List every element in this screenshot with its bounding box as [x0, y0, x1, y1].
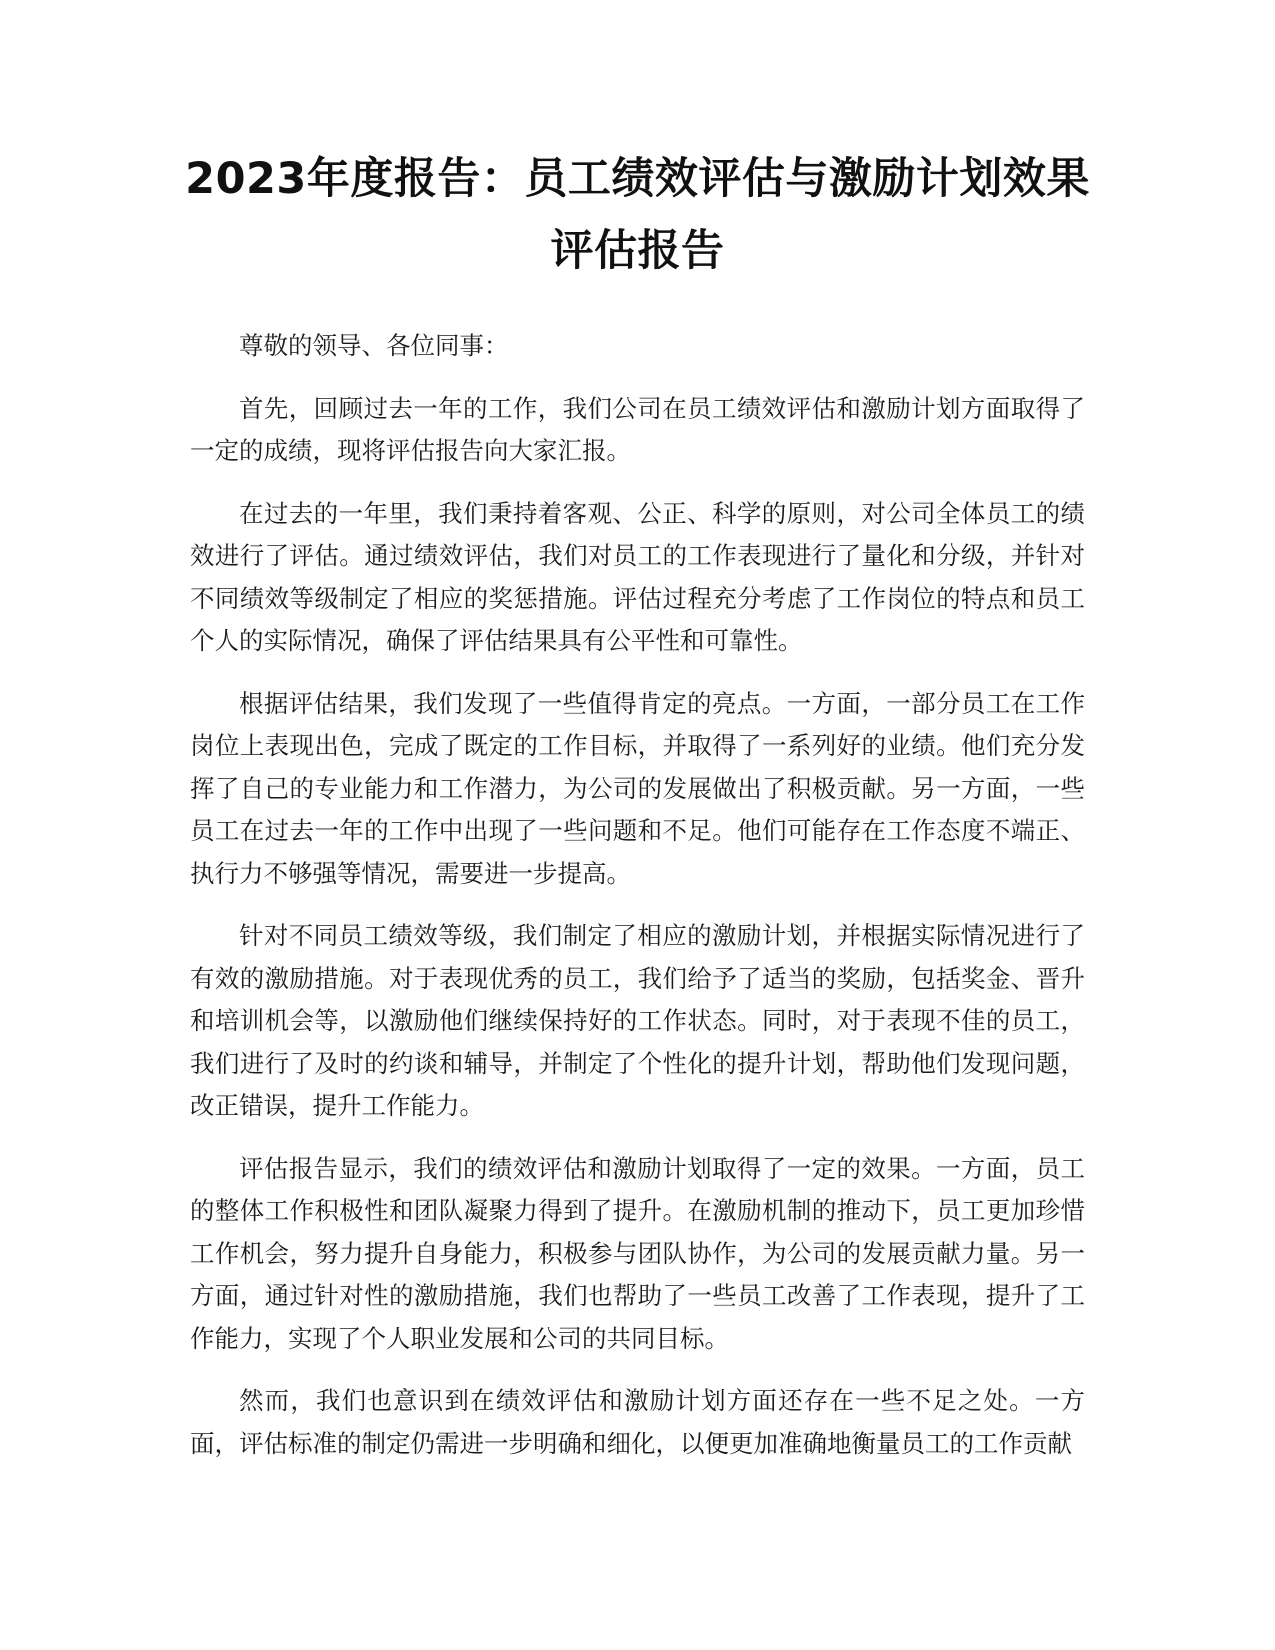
body-paragraph: 在过去的一年里，我们秉持着客观、公正、科学的原则，对公司全体员工的绩效进行了评估。通过绩效评估，我们对员工的工作表现进行了量化和分级，并针对不同绩效等级制定了相应的奖惩措施。评估过程充分考虑了工作岗位的特点和员工个人的实际情况，确保了评估结果具有公平性和可靠性。	[190, 498, 1085, 655]
body-paragraph: 评估报告显示，我们的绩效评估和激励计划取得了一定的效果。一方面，员工的整体工作积极性和团队凝聚力得到了提升。在激励机制的推动下，员工更加珍惜工作机会，努力提升自身能力，积极参与团队协作，为公司的发展贡献力量。另一方面，通过针对性的激励措施，我们也帮助了一些员工改善了工作表现，提升了工作能力，实现了个人职业发展和公司的共同目标。	[190, 1153, 1085, 1353]
document-body	[190, 325, 1085, 1485]
body-paragraph: 针对不同员工绩效等级，我们制定了相应的激励计划，并根据实际情况进行了有效的激励措施。对于表现优秀的员工，我们给予了适当的奖励，包括奖金、晋升和培训机会等，以激励他们继续保持好的工作状态。同时，对于表现不佳的员工，我们进行了及时的约谈和辅导，并制定了个性化的提升计划，帮助他们发现问题，改正错误，提升工作能力。	[190, 921, 1085, 1120]
salutation-paragraph: 尊敬的领导、各位同事：	[239, 331, 509, 360]
body-paragraph: 根据评估结果，我们发现了一些值得肯定的亮点。一方面，一部分员工在工作岗位上表现出色，完成了既定的工作目标，并取得了一系列好的业绩。他们充分发挥了自己的专业能力和工作潜力，为公司的发展做出了积极贡献。另一方面，一些员工在过去一年的工作中出现了一些问题和不足。他们可能存在工作态度不端正、执行力不够强等情况，需要进一步提高。	[190, 688, 1085, 888]
document-title: 2023年度报告：员工绩效评估与激励计划效果评估报告	[185, 154, 1090, 276]
body-paragraph: 首先，回顾过去一年的工作，我们公司在员工绩效评估和激励计划方面取得了一定的成绩，现将评估报告向大家汇报。	[190, 393, 1085, 465]
body-paragraph: 然而，我们也意识到在绩效评估和激励计划方面还存在一些不足之处。一方面，评估标准的制定仍需进一步明确和细化，以便更加准确地衡量员工的工作贡献	[190, 1386, 1085, 1458]
